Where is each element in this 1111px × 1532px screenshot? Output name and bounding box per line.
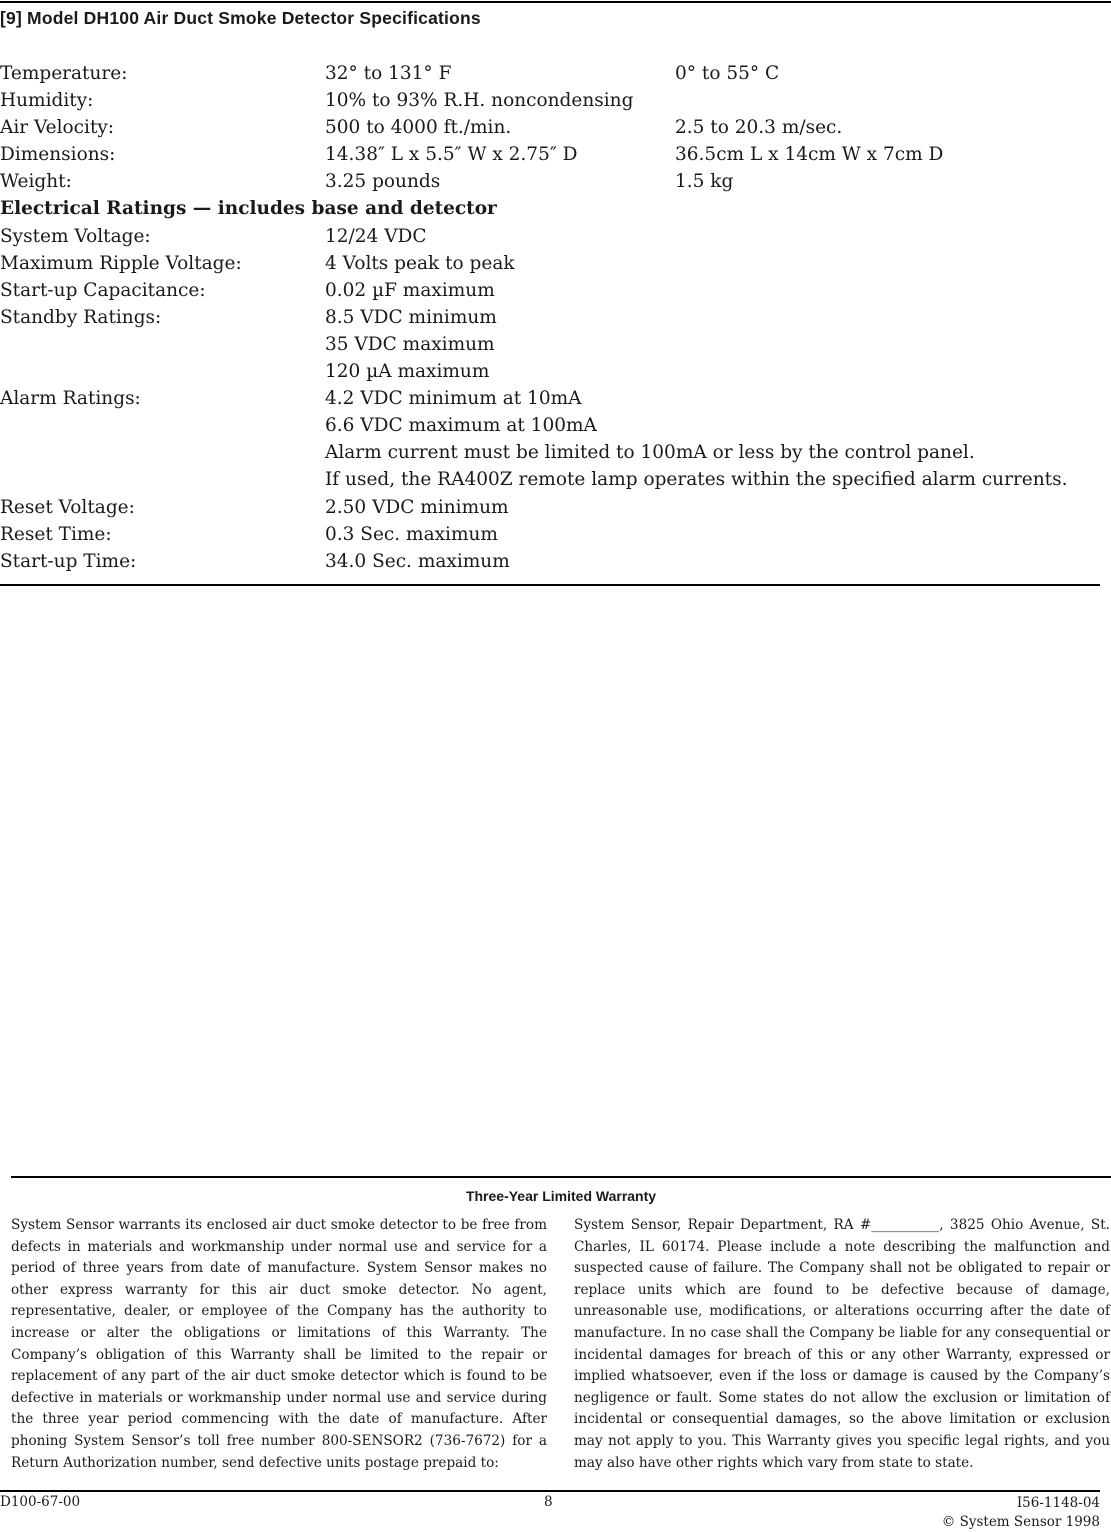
spec-value: 10% to 93% R.H. noncondensing xyxy=(325,90,634,112)
electrical-value: If used, the RA400Z remote lamp operates within the specified alarm currents. xyxy=(325,469,1068,491)
spec-metric: 36.5cm L x 14cm W x 7cm D xyxy=(675,144,944,166)
electrical-label: Start-up Capacitance: xyxy=(0,279,206,301)
electrical-label: Alarm Ratings: xyxy=(0,388,141,410)
electrical-value: 12/24 VDC xyxy=(325,225,427,247)
warranty-top-rule xyxy=(11,1176,1111,1178)
electrical-value: 120 µA maximum xyxy=(325,361,490,383)
spec-label: Humidity: xyxy=(0,90,94,112)
spec-label: Weight: xyxy=(0,171,72,193)
electrical-row xyxy=(0,223,1100,250)
top-rule xyxy=(0,1,1111,3)
footer-rule xyxy=(0,1490,1100,1492)
spec-row-temperature xyxy=(0,60,1100,87)
electrical-row xyxy=(0,385,1100,412)
spec-label: Temperature: xyxy=(0,63,128,84)
electrical-label: Standby Ratings: xyxy=(0,306,162,328)
electrical-value: 34.0 Sec. maximum xyxy=(325,550,510,572)
warranty-text-left: System Sensor warrants its enclosed air duct smoke detector to be free from defects in materials and workmanship under normal use and service for a period of three years from date of manufacture. System Sensor makes no other express warranty for this air duct smoke detector. No agent, representative, dealer, or employee of the Company has the authority to increase or alter the obligations or limitations of this Warranty. The Company’s obligation of this Warranty shall be limited to the repair or replacement of any part of the air duct smoke detector which is found to be defective in materials or workmanship under normal use and service during the three year period commencing with the date of manufacture. After phoning System Sensor’s toll free number 800-SENSOR2 (736-7672) for a Return Authorization number, send defective units postage prepaid to: xyxy=(11,1217,547,1471)
spec-label: Air Velocity: xyxy=(0,117,115,139)
electrical-value: Alarm current must be limited to 100mA or less by the control panel. xyxy=(325,442,975,464)
spec-row-weight xyxy=(0,168,1100,195)
electrical-label: Maximum Ripple Voltage: xyxy=(0,252,242,274)
spec-bottom-rule xyxy=(0,584,1100,586)
electrical-heading-row xyxy=(0,195,1100,222)
electrical-label: Reset Voltage: xyxy=(0,496,135,518)
electrical-row xyxy=(0,250,1100,277)
electrical-label: System Voltage: xyxy=(0,225,151,247)
electrical-row xyxy=(0,494,1100,521)
spec-metric: 0° to 55° C xyxy=(675,63,780,84)
footer-right-block xyxy=(942,1494,1100,1532)
spec-value: 14.38″ L x 5.5″ W x 2.75″ D xyxy=(325,144,578,166)
electrical-row xyxy=(0,466,1100,493)
spec-title: [9] Model DH100 Air Duct Smoke Detector Specifications xyxy=(0,8,481,28)
spec-value: 500 to 4000 ft./min. xyxy=(325,117,512,139)
footer-part-number: I56-1148-04 xyxy=(1016,1495,1100,1511)
electrical-row xyxy=(0,331,1100,358)
electrical-row xyxy=(0,521,1100,548)
spec-label: Dimensions: xyxy=(0,144,116,166)
electrical-value: 6.6 VDC maximum at 100mA xyxy=(325,415,597,437)
electrical-value: 8.5 VDC minimum xyxy=(325,306,497,328)
spec-row-dimensions xyxy=(0,141,1100,168)
electrical-row xyxy=(0,412,1100,439)
spec-row-air-velocity xyxy=(0,114,1100,141)
electrical-value: 4.2 VDC minimum at 10mA xyxy=(325,388,582,410)
electrical-value: 0.3 Sec. maximum xyxy=(325,523,498,545)
footer-page-number: 8 xyxy=(544,1494,553,1510)
electrical-row xyxy=(0,358,1100,385)
electrical-label: Reset Time: xyxy=(0,523,112,545)
electrical-row xyxy=(0,277,1100,304)
spec-table xyxy=(0,60,1100,575)
footer-doc-code: D100-67-00 xyxy=(0,1494,81,1510)
electrical-row xyxy=(0,304,1100,331)
electrical-value: 0.02 µF maximum xyxy=(325,279,495,301)
electrical-value: 35 VDC maximum xyxy=(325,333,495,355)
electrical-label: Start-up Time: xyxy=(0,550,137,572)
spec-metric: 2.5 to 20.3 m/sec. xyxy=(675,117,843,139)
spec-value: 3.25 pounds xyxy=(325,171,441,193)
electrical-row xyxy=(0,439,1100,466)
footer-copyright: © System Sensor 1998 xyxy=(941,1514,1100,1530)
electrical-value: 2.50 VDC minimum xyxy=(325,496,509,518)
warranty-title: Three-Year Limited Warranty xyxy=(465,1188,657,1204)
spec-row-humidity xyxy=(0,87,1100,114)
electrical-heading: Electrical Ratings — includes base and detector xyxy=(0,198,497,220)
spec-value: 32° to 131° F xyxy=(325,63,452,84)
spec-metric: 1.5 kg xyxy=(675,171,734,193)
electrical-row xyxy=(0,548,1100,575)
warranty-text-right: System Sensor, Repair Department, RA #__________, 3825 Ohio Avenue, St. Charles, IL 60174. Please include a note describing the malfunction and suspected cause of failure. The Company shall not be obligated to repair or replace units which are found to be defective because of damage, unreasonable use, modifications, or alterations occurring after the date of manufacture. In no case shall the Company be liable for any consequential or incidental damages for breach of this or any other Warranty, expressed or implied whatsoever, even if the loss or damage is caused by the Company’s negligence or fault. Some states do not allow the exclusion or limitation of incidental or consequential damages, so the above limitation or exclusion may not apply to you. This Warranty gives you specific legal rights, and you may also have other rights which vary from state to state. xyxy=(574,1217,1110,1471)
electrical-value: 4 Volts peak to peak xyxy=(325,252,515,274)
